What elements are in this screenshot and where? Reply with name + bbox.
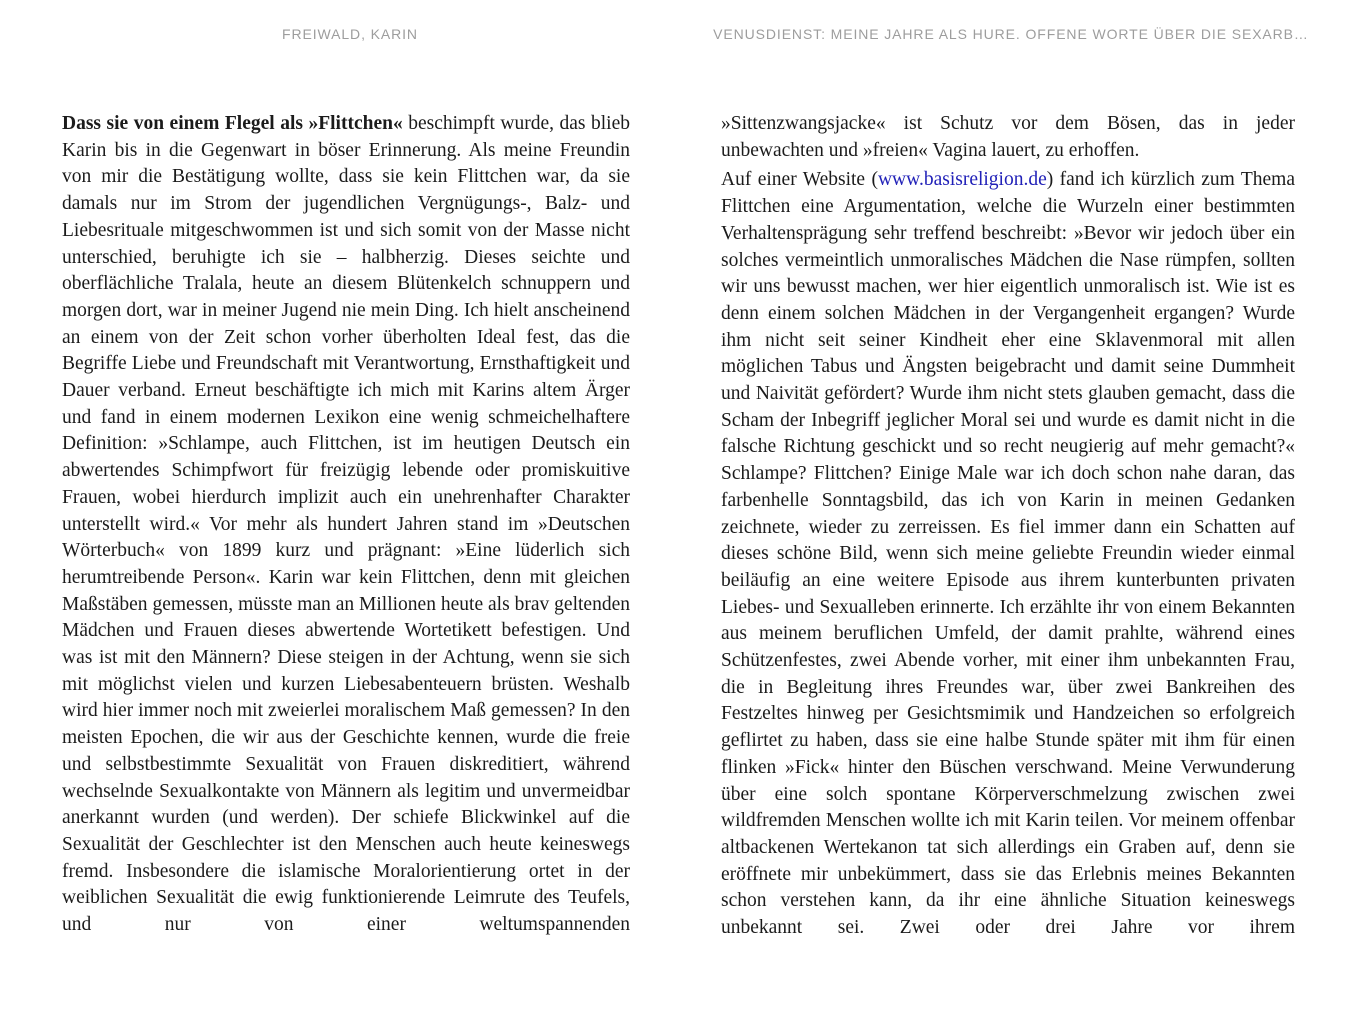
left-page-paragraph: [62, 111, 630, 939]
right-page-text-column: [721, 111, 1295, 993]
right-page-paragraph-1: »Sittenzwangsjacke« ist Schutz vor dem Bösen, das in jeder unbewachten und »freien« Vagina lauert, zu erhoffen.: [721, 113, 1295, 161]
running-header-author: FREIWALD, KARIN: [282, 26, 418, 42]
paragraph-body-text: beschimpft wurde, das blieb Karin bis in die Gegenwart in böser Erinnerung. Als meine Freundin von mir die Bestätigung wollte, dass sie kein Flittchen war, da sie damals nur im Strom der jugendlichen Vergnügungs-, Balz- und Liebesrituale mitgeschwommen ist und sich somit von der Masse nicht unterschied, beruhigte ich sie – halbherzig. Dieses seichte und oberflächliche Tralala, heute an diesem Blütenkelch schnuppern und morgen dort, war in meiner Jugend nie mein Ding. Ich hielt anscheinend an einem von der Zeit schon vorher überholten Ideal fest, das die Begriffe Liebe und Freundschaft mit Verantwortung, Ernsthaftigkeit und Dauer verband. Erneut beschäftigte ich mich mit Karins altem Ärger und fand in einem modernen Lexikon eine wenig schmeichelhaftere Definition: »Schlampe, auch Flittchen, ist im heutigen Deutsch ein abwertendes Schimpfwort für freizügig lebende oder promiskuitive Frauen, wobei hierdurch implizit auch ein unehrenhafter Charakter unterstellt wird.« Vor mehr als hundert Jahren stand im »Deutschen Wörterbuch« von 1899 kurz und prägnant: »Eine lüderlich sich herumtreibende Person«. Karin war kein Flittchen, denn mit gleichen Maßstäben gemessen, müsste man an Millionen heute als brav geltenden Mädchen und Frauen dieses abwertende Wortetikett befestigen. Und was ist mit den Männern? Diese steigen in der Achtung, wenn sie sich mit möglichst vielen und kurzen Liebesabenteuern brüsten. Weshalb wird hier immer noch mit zweierlei moralischem Maß gemessen? In den meisten Epochen, die wir aus der Geschichte kennen, wurde die freie und selbstbestimmte Sexualität von Frauen diskreditiert, während wechselnde Sexualkontakte von Männern als legitim und unvermeidbar anerkannt wurden (und werden). Der schiefe Blickwinkel auf die Sexualität der Geschlechter ist den Menschen auch heute keineswegs fremd. Insbesondere die islamische Moralorientierung ortet in der weiblichen Sexualität die ewig funktionierende Leimrute des Teufels, und nur von einer weltumspannenden: [62, 113, 630, 936]
paragraph-text-after-link: ) fand ich kürzlich zum Thema Flittchen eine Argumentation, welche die Wurzeln einer bestimmten Verhaltensprägung sehr treffend beschreibt: »Bevor wir jedoch über ein solches vermeintlich unmoralisches Mädchen die Nase rümpfen, sollten wir uns bewusst machen, wer hier eigentlich unmoralisch ist. Wie ist es denn einem solchen Mädchen in der Vergangenheit ergangen? Wurde ihm nicht seit seiner Kindheit eher eine Sklavenmoral mit allen möglichen Tabus und Ängsten beigebracht und damit seine Dummheit und Naivität gefördert? Wurde ihm nicht stets glauben gemacht, dass die Scham der Inbegriff jeglicher Moral sei und wurde es damit nicht in die falsche Richtung geschickt und so recht neugierig auf mehr gemacht?« Schlampe? Flittchen? Einige Male war ich doch schon nahe daran, das farbenhelle Sonntagsbild, das ich von Karin in meinen Gedanken zeichnete, wieder zu zerreissen. Es fiel immer dann ein Schatten auf dieses schöne Bild, wenn sich meine geliebte Freundin wieder einmal beiläufig an eine weitere Episode aus ihrem kunterbunten privaten Liebes- und Sexualleben erinnerte. Ich erzählte ihr von einem Bekannten aus meinem beruflichen Umfeld, der damit prahlte, während eines Schützenfestes, zwei Abende vorher, mit einer ihm unbekannten Frau, die in Begleitung ihres Freundes war, über zwei Bankreihen des Festzeltes hinweg per Gesichtsmimik und Handzeichen so erfolgreich geflirtet zu haben, dass sie eine halbe Stunde später mit ihm für einen flinken »Fick« hinter den Büschen verschwand. Meine Verwunderung über eine solch spontane Körperverschmelzung zwischen zwei wildfremden Menschen wollte ich mit Karin teilen. Vor meinem offenbar altbackenen Wertekanon tat sich allerdings ein Graben auf, denn sie eröffnete mir unbekümmert, dass sie das Erlebnis meines Bekannten schon verstehen kann, da ihr eine ähnliche Situation keineswegs unbekannt sei. Zwei oder drei Jahre vor ihrem: [721, 169, 1295, 939]
paragraph-lead-bold: Dass sie von einem Flegel als »Flittchen«: [62, 113, 403, 134]
left-page-text-column: [62, 111, 630, 993]
right-page-paragraph-2: [721, 167, 1295, 941]
running-header-book-title: VENUSDIENST: MEINE JAHRE ALS HURE. OFFENE WORTE ÜBER DIE SEXARB…: [713, 26, 1309, 42]
paragraph-text-before-link: Auf einer Website (: [721, 169, 878, 191]
basisreligion-link[interactable]: www.basisreligion.de: [877, 169, 1047, 191]
